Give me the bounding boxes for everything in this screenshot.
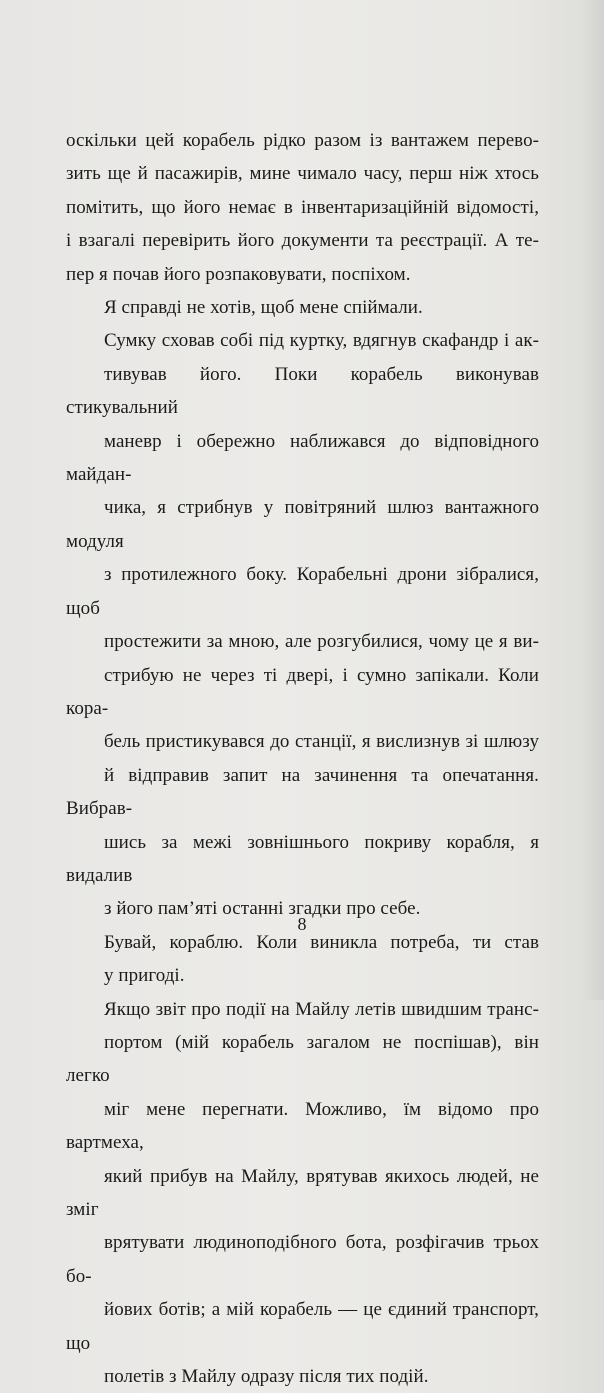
text-line: полетів з Майлу одразу після тих подій. xyxy=(104,1366,429,1388)
text-line: бель пристикувався до станції, я вислизнув зі шлюзу xyxy=(104,731,539,753)
text-line: шись за межі зовнішнього покриву корабля, я видалив xyxy=(66,831,539,886)
text-line: Я справді не хотів, щоб мене спіймали. xyxy=(104,297,423,319)
text-line: пер я почав його розпаковувати, поспіхом. xyxy=(66,263,411,285)
text-line: чика, я стрибнув у повітряний шлюз вантажного модуля xyxy=(66,497,539,552)
paragraph-4 xyxy=(66,926,539,993)
text-line: врятувати людиноподібного бота, розфігачив трьох бо- xyxy=(66,1232,539,1287)
paragraph-5 xyxy=(66,993,539,1393)
text-line: стрибую не через ті двері, і сумно запікали. Коли кора- xyxy=(66,664,539,719)
text-line: оскільки цей корабель рідко разом із вантажем перево- xyxy=(66,130,539,151)
text-line: тивував його. Поки корабель виконував стикувальний xyxy=(66,363,539,419)
body-text xyxy=(66,124,539,1393)
text-line: йових ботів; а мій корабель — це єдиний транспорт, що xyxy=(66,1299,539,1354)
text-line: помітить, що його немає в інвентаризаційній відомості, xyxy=(66,196,539,218)
text-line: зить ще й пасажирів, мине чимало часу, перш ніж хтось xyxy=(66,163,539,185)
text-line: портом (мій корабель загалом не поспішав), він легко xyxy=(66,1031,539,1087)
paragraph-1 xyxy=(66,124,539,291)
text-line: Бувай, кораблю. Коли виникла потреба, ти став xyxy=(104,931,539,953)
page-number: 8 xyxy=(297,914,307,934)
text-line: Сумку сховав собі під куртку, вдягнув скафандр і ак- xyxy=(104,330,539,352)
text-line: й відправив запит на зачинення та опечатання. Вибрав- xyxy=(66,764,539,820)
text-line: маневр і обережно наближався до відповідного майдан- xyxy=(66,430,539,486)
paragraph-2 xyxy=(66,291,539,324)
text-line: у пригоді. xyxy=(104,965,185,987)
text-line: і взагалі перевірить його документи та реєстрації. А те- xyxy=(66,230,539,252)
page-edge-shadow xyxy=(582,0,604,1000)
text-line: простежити за мною, але розгубилися, чому це я ви- xyxy=(104,631,539,653)
text-line: Якщо звіт про події на Майлу летів швидшим транс- xyxy=(104,998,539,1020)
text-line: з протилежного боку. Корабельні дрони зібралися, щоб xyxy=(66,564,539,619)
text-line: з його пам’яті останні згадки про себе. xyxy=(104,898,421,920)
text-line: міг мене перегнати. Можливо, їм відомо про вартмеха, xyxy=(66,1098,539,1154)
text-line: який прибув на Майлу, врятував якихось людей, не зміг xyxy=(66,1165,539,1220)
paragraph-3 xyxy=(66,324,539,925)
